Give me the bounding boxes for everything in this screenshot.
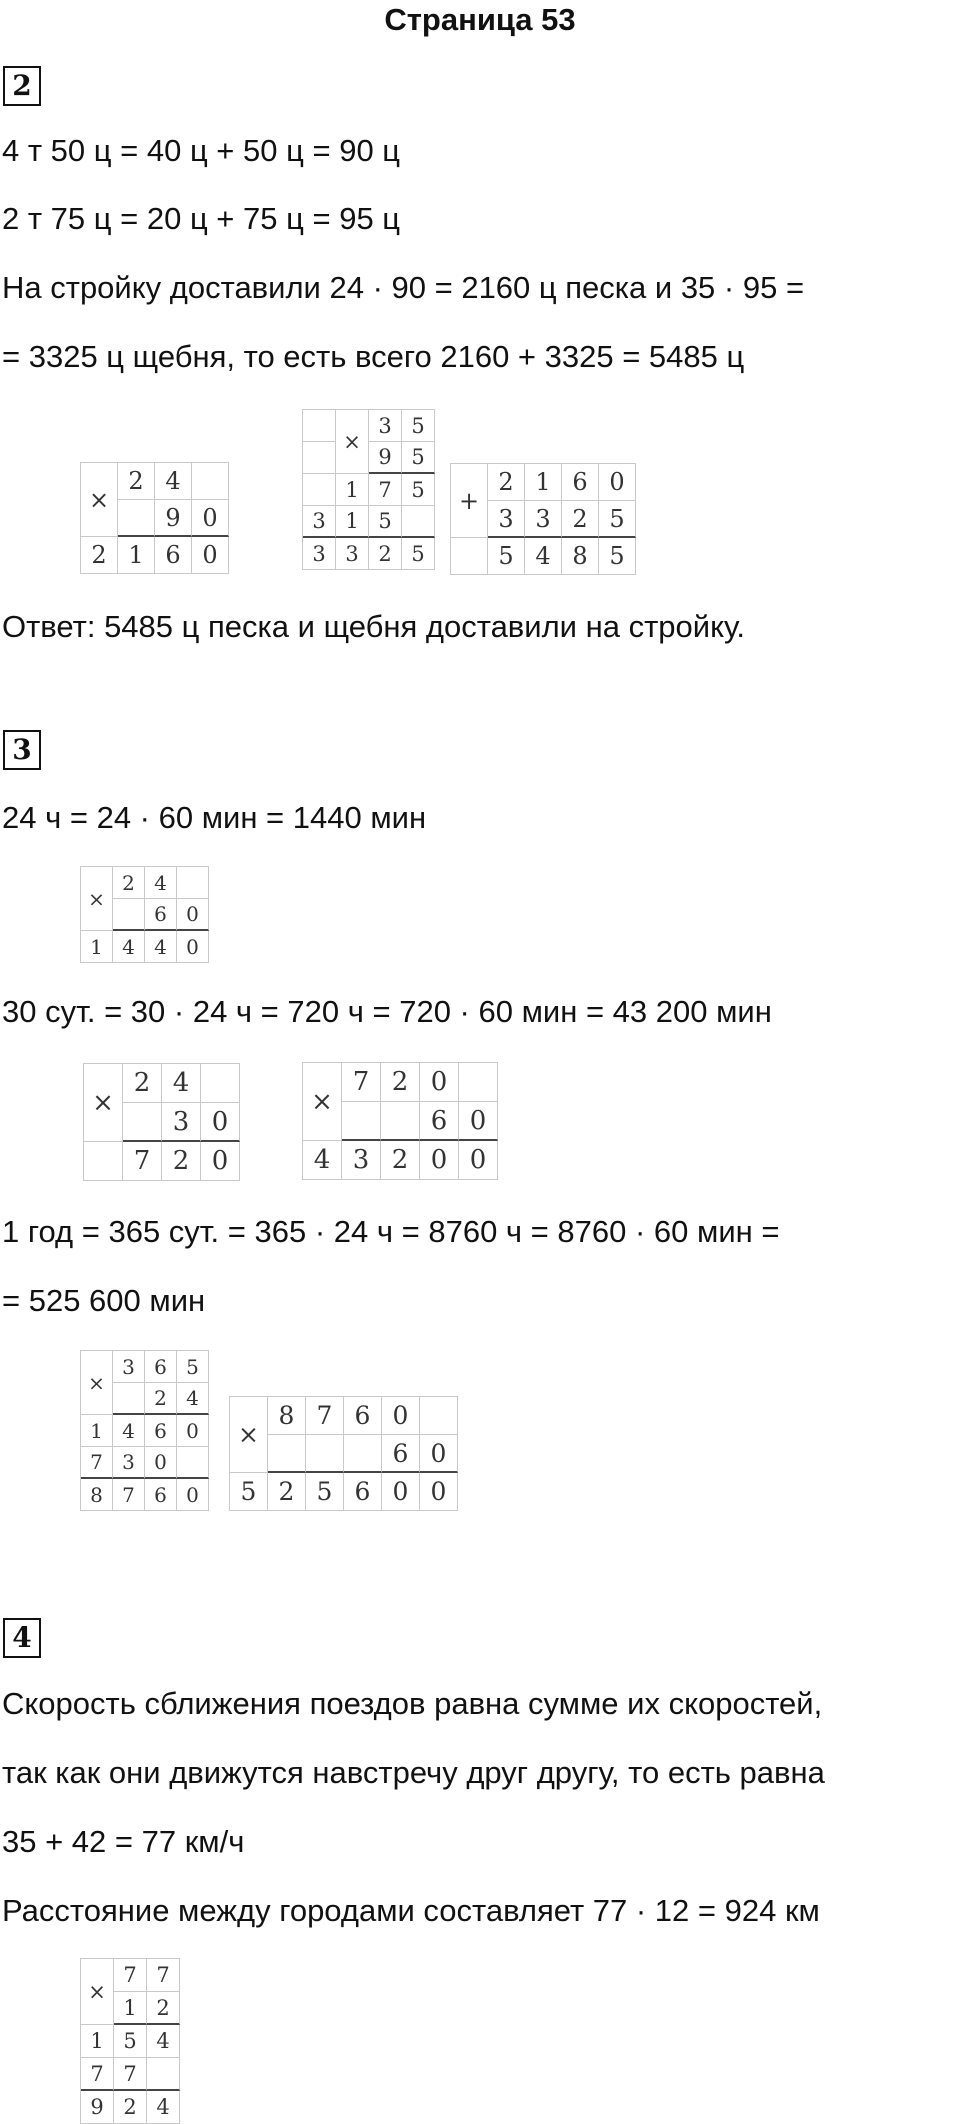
- digit: 6: [344, 1473, 382, 1511]
- digit: 7: [114, 2058, 147, 2091]
- digit: 1: [81, 2025, 114, 2058]
- column-multiplication-35x95: [302, 409, 435, 570]
- digit: 9: [369, 442, 402, 474]
- empty-cell: [303, 474, 336, 506]
- digit: 5: [177, 1351, 209, 1383]
- digit: 8: [81, 1479, 113, 1511]
- digit: 5: [402, 474, 435, 506]
- digit: 7: [342, 1063, 381, 1102]
- digit: 2: [123, 1064, 162, 1103]
- digit: 2: [147, 1992, 180, 2025]
- digit: 4: [525, 538, 562, 575]
- digit: 5: [402, 538, 435, 570]
- task2-line-3: На стройку доставили 24 · 90 = 2160 ц песка и 35 · 95 =: [2, 270, 805, 305]
- operator-sign: ×: [81, 1959, 114, 2025]
- operator-sign: ×: [81, 463, 118, 537]
- digit: 0: [382, 1473, 420, 1511]
- column-addition-2160-3325: [450, 463, 636, 575]
- digit: 0: [459, 1102, 498, 1141]
- digit: 5: [230, 1473, 268, 1511]
- empty-cell: [84, 1142, 123, 1181]
- task2-line-2: 2 т 75 ц = 20 ц + 75 ц = 95 ц: [2, 201, 401, 236]
- digit: 6: [562, 464, 599, 501]
- digit: 7: [369, 474, 402, 506]
- empty-cell: [342, 1102, 381, 1141]
- task4-line-2: так как они движутся навстречу друг другу, то есть равна: [2, 1755, 825, 1790]
- empty-cell: [381, 1102, 420, 1141]
- digit: 0: [201, 1142, 240, 1181]
- task-number-4: 4: [3, 1618, 41, 1658]
- digit: 2: [381, 1141, 420, 1180]
- digit: 3: [162, 1103, 201, 1142]
- digit: 7: [123, 1142, 162, 1181]
- digit: 5: [306, 1473, 344, 1511]
- digit: 4: [162, 1064, 201, 1103]
- digit: 1: [118, 537, 155, 574]
- digit: 0: [382, 1397, 420, 1435]
- column-multiplication-24x60: [80, 866, 209, 963]
- digit: [192, 463, 229, 500]
- task2-answer: Ответ: 5485 ц песка и щебня доставили на стройку.: [2, 609, 746, 644]
- digit: 0: [177, 931, 209, 963]
- digit: 2: [118, 463, 155, 500]
- operator-sign: +: [451, 464, 488, 538]
- digit: 0: [192, 500, 229, 537]
- task3-line-1: 24 ч = 24 · 60 мин = 1440 мин: [2, 800, 427, 835]
- task3-line-4: = 525 600 мин: [2, 1283, 206, 1318]
- digit: 5: [488, 538, 525, 575]
- digit: 2: [145, 1383, 177, 1415]
- digit: 3: [369, 410, 402, 442]
- digit: 1: [525, 464, 562, 501]
- digit: 2: [381, 1063, 420, 1102]
- digit: 4: [113, 931, 145, 963]
- digit: 6: [382, 1435, 420, 1473]
- digit: 1: [114, 1992, 147, 2025]
- digit: 2: [113, 867, 145, 899]
- digit: 5: [402, 410, 435, 442]
- digit: 3: [113, 1447, 145, 1479]
- task2-line-4: = 3325 ц щебня, то есть всего 2160 + 3325 = 5485 ц: [2, 339, 745, 374]
- digit: 3: [488, 501, 525, 538]
- column-multiplication-77x12: [80, 1958, 180, 2124]
- operator-sign: ×: [81, 1351, 113, 1415]
- digit: 6: [344, 1397, 382, 1435]
- digit: 7: [81, 2058, 114, 2091]
- digit: 3: [342, 1141, 381, 1180]
- digit: 7: [306, 1397, 344, 1435]
- digit: 2: [562, 501, 599, 538]
- digit: 1: [336, 506, 369, 538]
- digit: 4: [303, 1141, 342, 1180]
- digit: 6: [145, 1415, 177, 1447]
- column-multiplication-720x60: [302, 1062, 498, 1180]
- digit: 0: [177, 1479, 209, 1511]
- digit: 0: [420, 1141, 459, 1180]
- digit: 4: [155, 463, 192, 500]
- digit: 2: [268, 1473, 306, 1511]
- operator-sign: ×: [336, 410, 369, 474]
- digit: 3: [336, 538, 369, 570]
- empty-cell: [303, 410, 336, 442]
- digit: 0: [177, 899, 209, 931]
- task4-line-4: Расстояние между городами составляет 77 · 12 = 924 км: [2, 1893, 820, 1928]
- empty-cell: [306, 1435, 344, 1473]
- digit: 4: [145, 931, 177, 963]
- digit: 0: [420, 1435, 458, 1473]
- empty-cell: [451, 538, 488, 575]
- empty-cell: [113, 1383, 145, 1415]
- digit: 7: [147, 1959, 180, 1992]
- digit: 8: [562, 538, 599, 575]
- digit: 7: [113, 1479, 145, 1511]
- page-title: Страница 53: [384, 2, 576, 37]
- digit: 4: [177, 1383, 209, 1415]
- operator-sign: ×: [303, 1063, 342, 1141]
- digit: 1: [336, 474, 369, 506]
- digit: 0: [201, 1103, 240, 1142]
- task4-line-3: 35 + 42 = 77 км/ч: [2, 1824, 245, 1859]
- column-multiplication-24x90: [80, 462, 229, 574]
- empty-cell: [303, 442, 336, 474]
- task-number-3: 3: [3, 730, 41, 770]
- digit: 8: [268, 1397, 306, 1435]
- empty-cell: [402, 506, 435, 538]
- empty-cell: [123, 1103, 162, 1142]
- digit: 0: [177, 1415, 209, 1447]
- digit: 2: [369, 538, 402, 570]
- digit: 3: [303, 538, 336, 570]
- digit: 5: [599, 538, 636, 575]
- digit: 6: [155, 537, 192, 574]
- column-multiplication-8760x60: [229, 1396, 458, 1511]
- digit: 4: [147, 2025, 180, 2058]
- digit: 0: [420, 1473, 458, 1511]
- operator-sign: ×: [84, 1064, 123, 1142]
- task-number-2: 2: [3, 66, 41, 106]
- task2-line-1: 4 т 50 ц = 40 ц + 50 ц = 90 ц: [2, 133, 401, 168]
- column-multiplication-365x24: [80, 1350, 209, 1511]
- empty-cell: [177, 867, 209, 899]
- digit: 0: [145, 1447, 177, 1479]
- digit: 7: [114, 1959, 147, 1992]
- empty-cell: [420, 1397, 458, 1435]
- digit: 7: [81, 1447, 113, 1479]
- column-multiplication-24x30: [83, 1063, 240, 1181]
- empty-cell: [147, 2058, 180, 2091]
- task3-line-2: 30 сут. = 30 · 24 ч = 720 ч = 720 · 60 мин = 43 200 мин: [2, 994, 772, 1029]
- digit: 5: [369, 506, 402, 538]
- operator-sign: ×: [230, 1397, 268, 1473]
- digit: 1: [81, 931, 113, 963]
- empty-cell: [268, 1435, 306, 1473]
- operator-sign: ×: [81, 867, 113, 931]
- digit: 9: [155, 500, 192, 537]
- digit: 6: [145, 899, 177, 931]
- digit: 4: [145, 867, 177, 899]
- empty-cell: [113, 899, 145, 931]
- digit: 2: [488, 464, 525, 501]
- digit: 4: [147, 2091, 180, 2124]
- empty-cell: [459, 1063, 498, 1102]
- digit: 2: [114, 2091, 147, 2124]
- digit: 3: [113, 1351, 145, 1383]
- digit: 0: [192, 537, 229, 574]
- digit: 4: [113, 1415, 145, 1447]
- digit: 5: [114, 2025, 147, 2058]
- task3-line-3: 1 год = 365 сут. = 365 · 24 ч = 8760 ч = 8760 · 60 мин =: [2, 1214, 780, 1249]
- digit: 0: [420, 1063, 459, 1102]
- digit: 5: [599, 501, 636, 538]
- digit: 6: [420, 1102, 459, 1141]
- digit: 1: [81, 1415, 113, 1447]
- digit: 3: [303, 506, 336, 538]
- digit: 2: [81, 537, 118, 574]
- digit: [118, 500, 155, 537]
- digit: 9: [81, 2091, 114, 2124]
- task4-line-1: Скорость сближения поездов равна сумме их скоростей,: [2, 1686, 823, 1721]
- digit: 6: [145, 1479, 177, 1511]
- digit: 3: [525, 501, 562, 538]
- digit: 0: [459, 1141, 498, 1180]
- digit: 6: [145, 1351, 177, 1383]
- digit: 2: [162, 1142, 201, 1181]
- empty-cell: [201, 1064, 240, 1103]
- digit: 5: [402, 442, 435, 474]
- digit: 0: [599, 464, 636, 501]
- empty-cell: [177, 1447, 209, 1479]
- empty-cell: [344, 1435, 382, 1473]
